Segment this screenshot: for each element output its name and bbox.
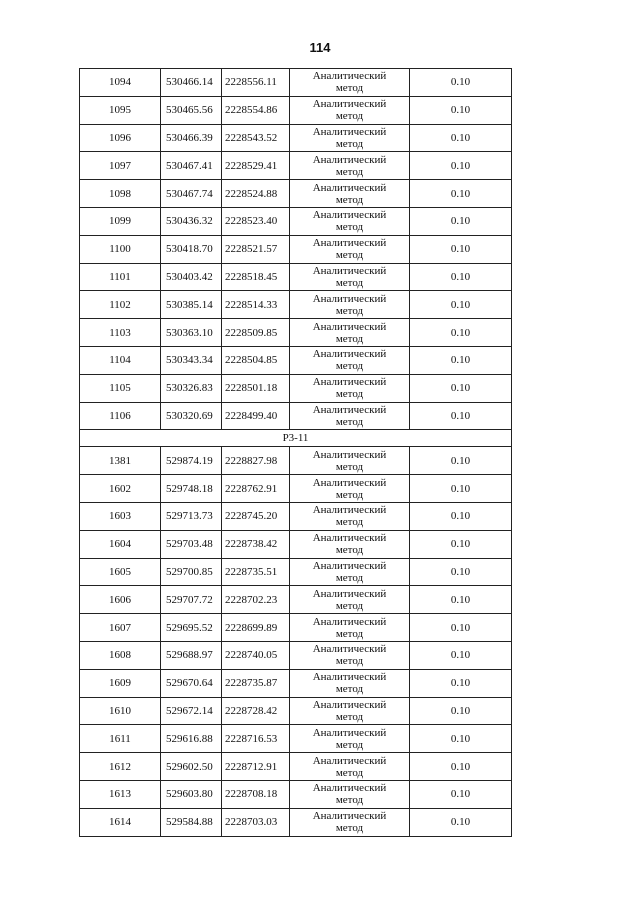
y-coordinate: 2228524.88	[222, 180, 290, 208]
accuracy-value: 0.10	[410, 346, 512, 374]
method-line2: метод	[335, 516, 364, 529]
accuracy-value: 0.10	[410, 263, 512, 291]
method-line1: Аналитический	[312, 615, 387, 628]
method-line2: метод	[335, 766, 364, 779]
x-coordinate: 530467.41	[161, 152, 222, 180]
y-coordinate: 2228556.11	[222, 69, 290, 97]
y-coordinate: 2228735.87	[222, 669, 290, 697]
y-coordinate: 2228712.91	[222, 753, 290, 781]
point-number: 1606	[80, 586, 161, 614]
method-cell	[290, 374, 410, 402]
section-title: Р3-11	[80, 430, 512, 447]
accuracy-value: 0.10	[410, 502, 512, 530]
method-cell	[290, 502, 410, 530]
y-coordinate: 2228509.85	[222, 319, 290, 347]
method-line1: Аналитический	[312, 292, 387, 305]
x-coordinate: 530466.39	[161, 124, 222, 152]
section-row	[80, 430, 512, 447]
x-coordinate: 529707.72	[161, 586, 222, 614]
method-line1: Аналитический	[312, 70, 387, 83]
table-row	[80, 530, 512, 558]
method-line1: Аналитический	[312, 476, 387, 489]
accuracy-value: 0.10	[410, 207, 512, 235]
method-line2: метод	[335, 655, 364, 668]
method-line2: метод	[335, 165, 364, 178]
point-number: 1614	[80, 808, 161, 836]
point-number: 1607	[80, 614, 161, 642]
accuracy-value: 0.10	[410, 96, 512, 124]
method-line2: метод	[335, 544, 364, 557]
point-number: 1096	[80, 124, 161, 152]
accuracy-value: 0.10	[410, 614, 512, 642]
method-cell	[290, 235, 410, 263]
accuracy-value: 0.10	[410, 725, 512, 753]
y-coordinate: 2228521.57	[222, 235, 290, 263]
accuracy-value: 0.10	[410, 291, 512, 319]
point-number: 1099	[80, 207, 161, 235]
accuracy-value: 0.10	[410, 808, 512, 836]
method-line1: Аналитический	[312, 448, 387, 461]
method-cell	[290, 475, 410, 503]
method-cell	[290, 346, 410, 374]
method-cell	[290, 207, 410, 235]
point-number: 1604	[80, 530, 161, 558]
method-line2: метод	[335, 822, 364, 835]
method-line2: метод	[335, 794, 364, 807]
method-cell	[290, 530, 410, 558]
accuracy-value: 0.10	[410, 475, 512, 503]
coordinates-table	[79, 68, 512, 837]
method-cell	[290, 586, 410, 614]
y-coordinate: 2228529.41	[222, 152, 290, 180]
method-cell	[290, 291, 410, 319]
method-line2: метод	[335, 332, 364, 345]
table-row	[80, 235, 512, 263]
point-number: 1104	[80, 346, 161, 374]
method-line2: метод	[335, 137, 364, 150]
accuracy-value: 0.10	[410, 319, 512, 347]
accuracy-value: 0.10	[410, 374, 512, 402]
method-line2: метод	[335, 488, 364, 501]
method-line1: Аналитический	[312, 782, 387, 795]
accuracy-value: 0.10	[410, 586, 512, 614]
x-coordinate: 529713.73	[161, 502, 222, 530]
method-line1: Аналитический	[312, 125, 387, 138]
method-line1: Аналитический	[312, 754, 387, 767]
method-cell	[290, 641, 410, 669]
y-coordinate: 2228501.18	[222, 374, 290, 402]
y-coordinate: 2228514.33	[222, 291, 290, 319]
y-coordinate: 2228554.86	[222, 96, 290, 124]
point-number: 1609	[80, 669, 161, 697]
point-number: 1612	[80, 753, 161, 781]
method-cell	[290, 447, 410, 475]
method-cell	[290, 753, 410, 781]
method-cell	[290, 69, 410, 97]
y-coordinate: 2228738.42	[222, 530, 290, 558]
x-coordinate: 530385.14	[161, 291, 222, 319]
y-coordinate: 2228702.23	[222, 586, 290, 614]
table-row	[80, 641, 512, 669]
method-line2: метод	[335, 249, 364, 262]
point-number: 1611	[80, 725, 161, 753]
method-line1: Аналитический	[312, 810, 387, 823]
x-coordinate: 530418.70	[161, 235, 222, 263]
method-line2: метод	[335, 82, 364, 95]
point-number: 1610	[80, 697, 161, 725]
point-number: 1381	[80, 447, 161, 475]
method-cell	[290, 614, 410, 642]
accuracy-value: 0.10	[410, 235, 512, 263]
coordinates-table-body	[80, 69, 512, 837]
accuracy-value: 0.10	[410, 558, 512, 586]
method-line2: метод	[335, 360, 364, 373]
accuracy-value: 0.10	[410, 753, 512, 781]
y-coordinate: 2228728.42	[222, 697, 290, 725]
accuracy-value: 0.10	[410, 530, 512, 558]
point-number: 1105	[80, 374, 161, 402]
method-line1: Аналитический	[312, 348, 387, 361]
method-line1: Аналитический	[312, 587, 387, 600]
point-number: 1103	[80, 319, 161, 347]
page-number: 114	[309, 40, 331, 55]
table-row	[80, 586, 512, 614]
method-line1: Аналитический	[312, 532, 387, 545]
method-line2: метод	[335, 388, 364, 401]
method-line1: Аналитический	[312, 559, 387, 572]
x-coordinate: 529688.97	[161, 641, 222, 669]
table-row	[80, 780, 512, 808]
accuracy-value: 0.10	[410, 669, 512, 697]
method-line1: Аналитический	[312, 726, 387, 739]
point-number: 1098	[80, 180, 161, 208]
x-coordinate: 529616.88	[161, 725, 222, 753]
method-line1: Аналитический	[312, 376, 387, 389]
method-line1: Аналитический	[312, 504, 387, 517]
method-line2: метод	[335, 738, 364, 751]
method-cell	[290, 96, 410, 124]
table-row	[80, 697, 512, 725]
accuracy-value: 0.10	[410, 124, 512, 152]
point-number: 1100	[80, 235, 161, 263]
method-cell	[290, 669, 410, 697]
method-line1: Аналитический	[312, 320, 387, 333]
x-coordinate: 529670.64	[161, 669, 222, 697]
table-row	[80, 180, 512, 208]
method-line1: Аналитический	[312, 643, 387, 656]
x-coordinate: 530320.69	[161, 402, 222, 430]
point-number: 1602	[80, 475, 161, 503]
y-coordinate: 2228499.40	[222, 402, 290, 430]
point-number: 1603	[80, 502, 161, 530]
accuracy-value: 0.10	[410, 447, 512, 475]
point-number: 1608	[80, 641, 161, 669]
method-line1: Аналитический	[312, 98, 387, 111]
method-cell	[290, 780, 410, 808]
x-coordinate: 529700.85	[161, 558, 222, 586]
table-row	[80, 753, 512, 781]
method-line2: метод	[335, 571, 364, 584]
method-line1: Аналитический	[312, 403, 387, 416]
x-coordinate: 529695.52	[161, 614, 222, 642]
x-coordinate: 529603.80	[161, 780, 222, 808]
x-coordinate: 530343.34	[161, 346, 222, 374]
x-coordinate: 529703.48	[161, 530, 222, 558]
x-coordinate: 529672.14	[161, 697, 222, 725]
method-line1: Аналитический	[312, 698, 387, 711]
method-cell	[290, 402, 410, 430]
method-line2: метод	[335, 193, 364, 206]
method-line2: метод	[335, 460, 364, 473]
method-line1: Аналитический	[312, 181, 387, 194]
x-coordinate: 529748.18	[161, 475, 222, 503]
x-coordinate: 529874.19	[161, 447, 222, 475]
y-coordinate: 2228740.05	[222, 641, 290, 669]
y-coordinate: 2228708.18	[222, 780, 290, 808]
table-row	[80, 319, 512, 347]
x-coordinate: 529584.88	[161, 808, 222, 836]
accuracy-value: 0.10	[410, 152, 512, 180]
table-row	[80, 346, 512, 374]
x-coordinate: 530326.83	[161, 374, 222, 402]
y-coordinate: 2228703.03	[222, 808, 290, 836]
method-line2: метод	[335, 683, 364, 696]
method-line2: метод	[335, 710, 364, 723]
method-cell	[290, 124, 410, 152]
x-coordinate: 529602.50	[161, 753, 222, 781]
x-coordinate: 530467.74	[161, 180, 222, 208]
accuracy-value: 0.10	[410, 69, 512, 97]
method-cell	[290, 152, 410, 180]
accuracy-value: 0.10	[410, 180, 512, 208]
table-row	[80, 263, 512, 291]
y-coordinate: 2228504.85	[222, 346, 290, 374]
table-row	[80, 558, 512, 586]
method-line1: Аналитический	[312, 264, 387, 277]
method-line1: Аналитический	[312, 237, 387, 250]
method-line2: метод	[335, 221, 364, 234]
method-cell	[290, 725, 410, 753]
method-cell	[290, 558, 410, 586]
y-coordinate: 2228523.40	[222, 207, 290, 235]
point-number: 1095	[80, 96, 161, 124]
point-number: 1605	[80, 558, 161, 586]
y-coordinate: 2228716.53	[222, 725, 290, 753]
point-number: 1101	[80, 263, 161, 291]
method-line2: метод	[335, 110, 364, 123]
x-coordinate: 530466.14	[161, 69, 222, 97]
table-row	[80, 96, 512, 124]
method-line1: Аналитический	[312, 209, 387, 222]
point-number: 1097	[80, 152, 161, 180]
table-row	[80, 614, 512, 642]
x-coordinate: 530436.32	[161, 207, 222, 235]
accuracy-value: 0.10	[410, 780, 512, 808]
table-row	[80, 502, 512, 530]
table-row	[80, 669, 512, 697]
point-number: 1106	[80, 402, 161, 430]
accuracy-value: 0.10	[410, 402, 512, 430]
method-line1: Аналитический	[312, 153, 387, 166]
table-row	[80, 402, 512, 430]
method-line2: метод	[335, 599, 364, 612]
point-number: 1613	[80, 780, 161, 808]
table-row	[80, 447, 512, 475]
y-coordinate: 2228699.89	[222, 614, 290, 642]
table-row	[80, 152, 512, 180]
point-number: 1102	[80, 291, 161, 319]
method-line2: метод	[335, 276, 364, 289]
x-coordinate: 530363.10	[161, 319, 222, 347]
method-line2: метод	[335, 304, 364, 317]
method-line1: Аналитический	[312, 671, 387, 684]
method-cell	[290, 180, 410, 208]
table-row	[80, 725, 512, 753]
y-coordinate: 2228735.51	[222, 558, 290, 586]
method-cell	[290, 808, 410, 836]
method-line2: метод	[335, 627, 364, 640]
method-line2: метод	[335, 415, 364, 428]
table-row	[80, 291, 512, 319]
table-row	[80, 69, 512, 97]
table-row	[80, 475, 512, 503]
x-coordinate: 530403.42	[161, 263, 222, 291]
point-number: 1094	[80, 69, 161, 97]
table-row	[80, 124, 512, 152]
y-coordinate: 2228543.52	[222, 124, 290, 152]
table-row	[80, 374, 512, 402]
accuracy-value: 0.10	[410, 697, 512, 725]
table-row	[80, 808, 512, 836]
y-coordinate: 2228762.91	[222, 475, 290, 503]
y-coordinate: 2228745.20	[222, 502, 290, 530]
x-coordinate: 530465.56	[161, 96, 222, 124]
method-cell	[290, 697, 410, 725]
accuracy-value: 0.10	[410, 641, 512, 669]
table-row	[80, 207, 512, 235]
method-cell	[290, 319, 410, 347]
y-coordinate: 2228518.45	[222, 263, 290, 291]
y-coordinate: 2228827.98	[222, 447, 290, 475]
method-cell	[290, 263, 410, 291]
